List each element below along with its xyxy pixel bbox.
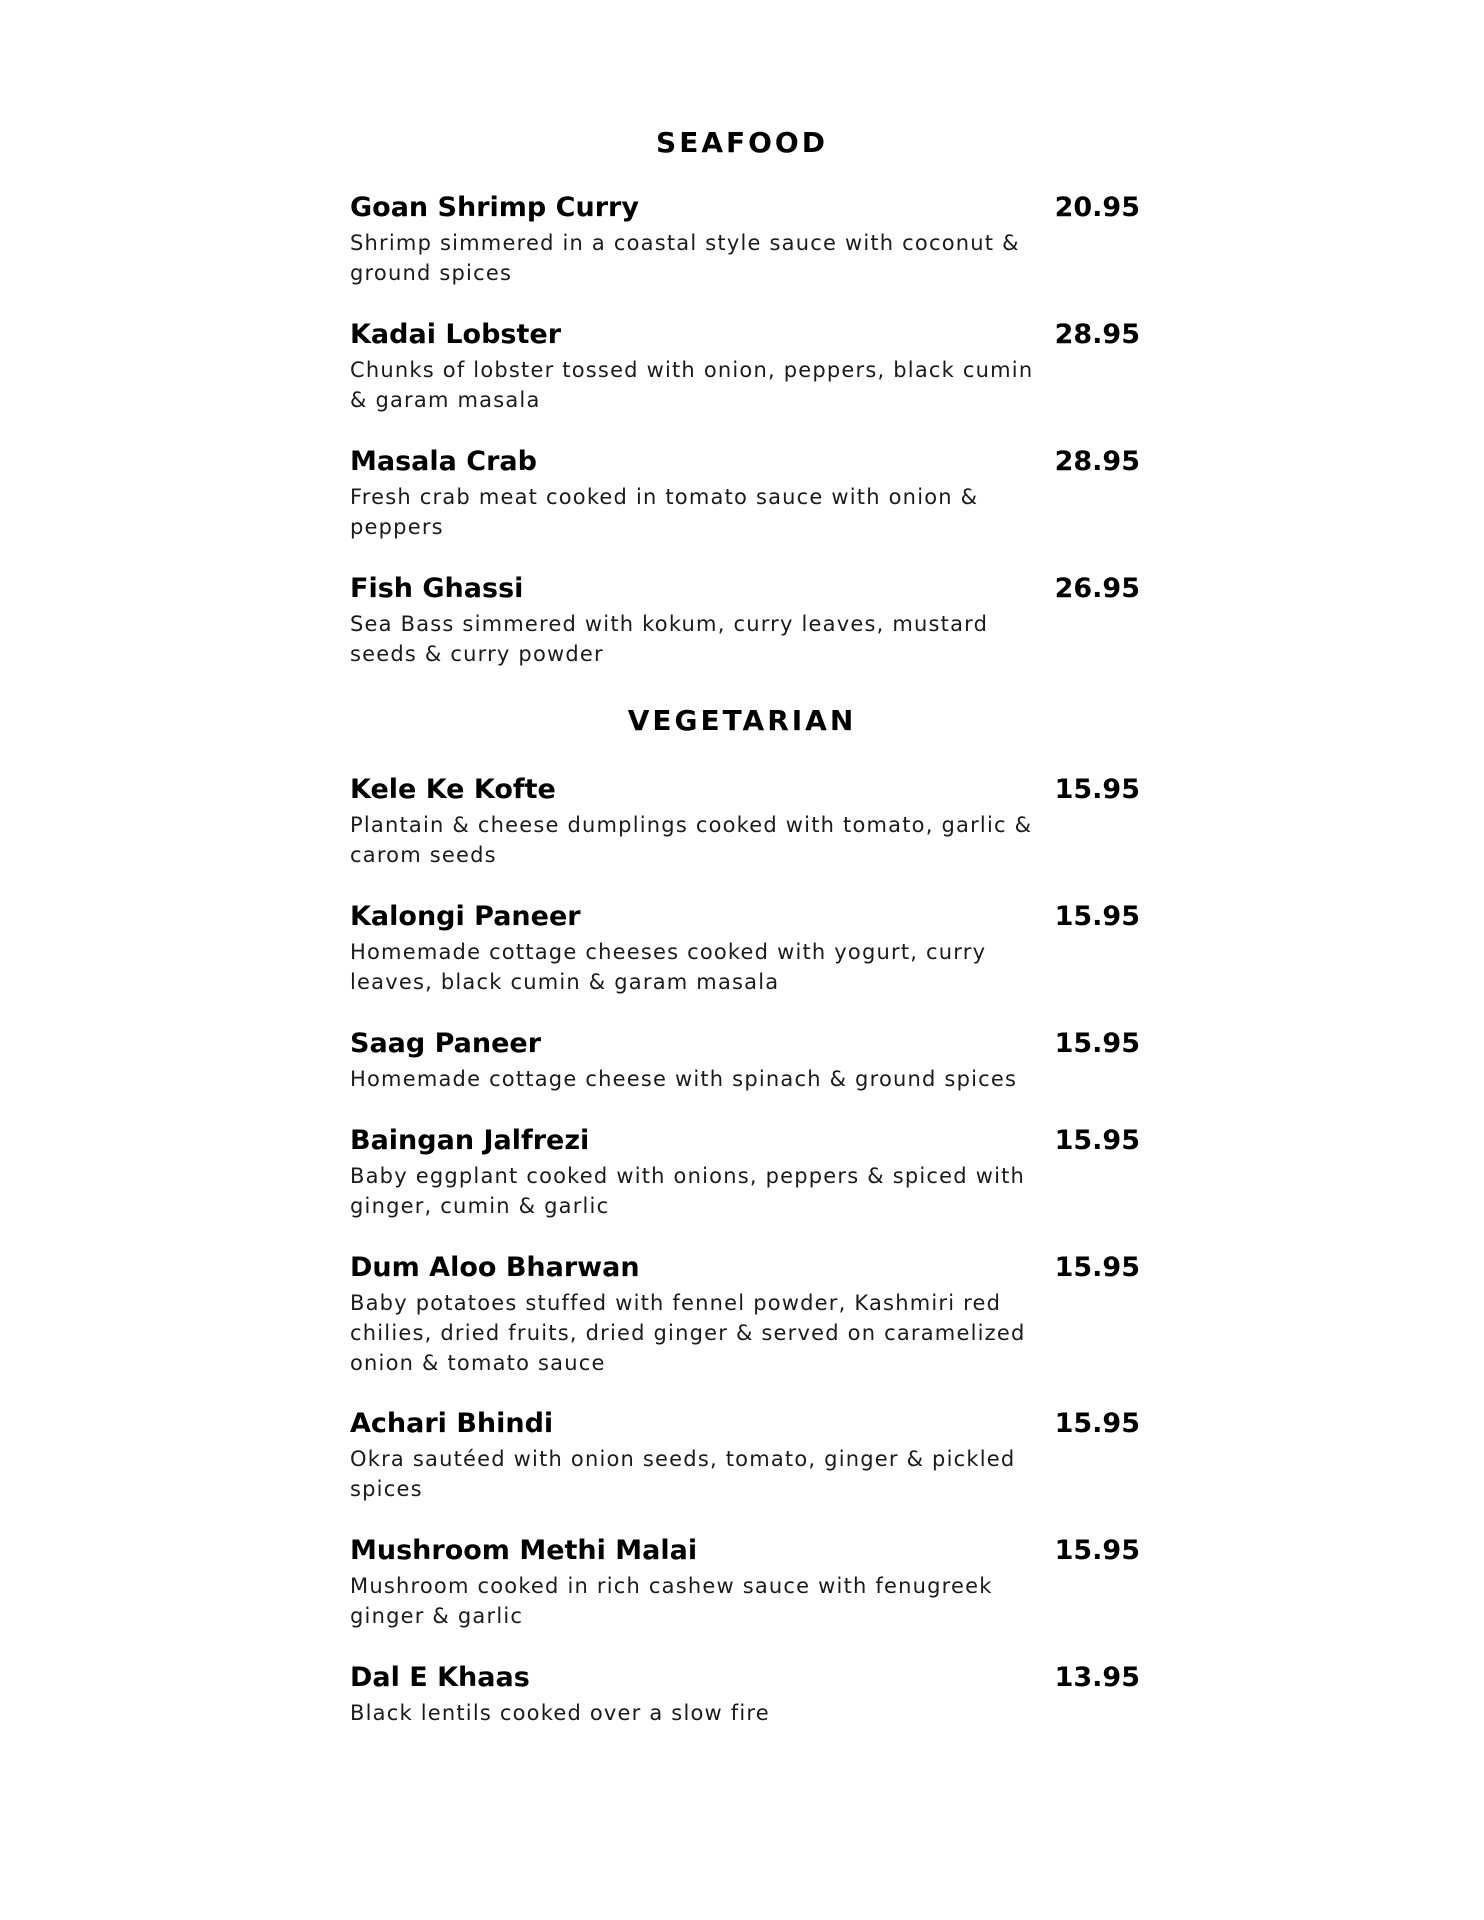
item-name: Goan Shrimp Curry bbox=[350, 192, 639, 223]
item-price: 15.95 bbox=[1054, 1408, 1140, 1439]
item-name: Achari Bhindi bbox=[350, 1408, 554, 1439]
item-price: 15.95 bbox=[1054, 1028, 1140, 1059]
section-heading-vegetarian: VEGETARIAN bbox=[627, 704, 857, 737]
item-description: Chunks of lobster tossed with onion, peppers, black cumin & garam masala bbox=[350, 358, 1034, 412]
item-price: 26.95 bbox=[1054, 573, 1140, 604]
item-name: Saag Paneer bbox=[350, 1028, 542, 1059]
item-price: 15.95 bbox=[1054, 901, 1140, 932]
item-price: 15.95 bbox=[1054, 1125, 1140, 1156]
item-description: Shrimp simmered in a coastal style sauce with coconut & ground spices bbox=[350, 231, 1020, 285]
item-name: Dum Aloo Bharwan bbox=[350, 1252, 640, 1283]
item-description: Homemade cottage cheeses cooked with yogurt, curry leaves, black cumin & garam masala bbox=[350, 940, 987, 994]
item-description: Okra sautéed with onion seeds, tomato, ginger & pickled spices bbox=[350, 1447, 1016, 1501]
item-name: Kadai Lobster bbox=[350, 319, 562, 350]
item-description: Plantain & cheese dumplings cooked with tomato, garlic & carom seeds bbox=[350, 813, 1033, 867]
item-price: 28.95 bbox=[1054, 446, 1140, 477]
item-name: Masala Crab bbox=[350, 446, 537, 477]
item-name: Fish Ghassi bbox=[350, 573, 524, 604]
item-description: Sea Bass simmered with kokum, curry leaves, mustard seeds & curry powder bbox=[350, 612, 989, 666]
item-description: Black lentils cooked over a slow fire bbox=[350, 1701, 770, 1725]
item-description: Mushroom cooked in rich cashew sauce with fenugreek ginger & garlic bbox=[350, 1574, 993, 1628]
item-name: Mushroom Methi Malai bbox=[350, 1535, 698, 1566]
section-heading-seafood: SEAFOOD bbox=[656, 126, 828, 159]
item-price: 28.95 bbox=[1054, 319, 1140, 350]
item-description: Baby eggplant cooked with onions, peppers & spiced with ginger, cumin & garlic bbox=[350, 1164, 1026, 1218]
item-price: 15.95 bbox=[1054, 1535, 1140, 1566]
item-price: 13.95 bbox=[1054, 1662, 1140, 1693]
item-description: Homemade cottage cheese with spinach & ground spices bbox=[350, 1067, 1018, 1091]
item-description: Baby potatoes stuffed with fennel powder, Kashmiri red chilies, dried fruits, dried ginger & served on caramelized onion & tomato sauce bbox=[350, 1291, 1026, 1375]
item-name: Kalongi Paneer bbox=[350, 901, 581, 932]
item-name: Dal E Khaas bbox=[350, 1662, 530, 1693]
item-description: Fresh crab meat cooked in tomato sauce with onion & peppers bbox=[350, 485, 979, 539]
item-name: Kele Ke Kofte bbox=[350, 774, 556, 805]
item-price: 15.95 bbox=[1054, 1252, 1140, 1283]
item-price: 20.95 bbox=[1054, 192, 1140, 223]
item-name: Baingan Jalfrezi bbox=[350, 1125, 590, 1156]
item-price: 15.95 bbox=[1054, 774, 1140, 805]
